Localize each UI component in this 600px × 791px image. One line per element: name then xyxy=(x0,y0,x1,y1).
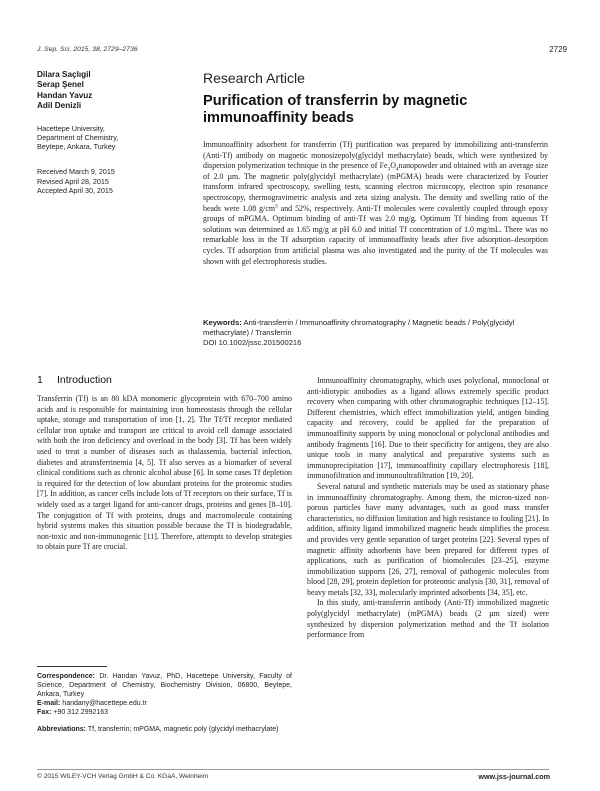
paragraph: Several natural and synthetic materials may be used as stationary phase in immunoaffinity chromatography. Among them, the micron-sized non-porous particles have many advantages, such as good mass transfer characteristics, no diffusion limitation and high resistance to fouling [21]. In addition, affinity ligand immobilized magnetic beads simplifies the process and provides very gentle separation of target proteins [22]. Several types of magnetic affinity adsorbents have been prepared for different types of applications, such as purification of biomolecules [23–25], enzyme immobilization supports [26, 27], removal of pathogenic molecules from blood [28, 29], protein depletion for proteomic analysis [30, 31], removal of heavy metals [32, 33], molecularly imprinted adsorbents [34, 35], etc. xyxy=(307,481,549,597)
author-name: Dilara Saçlıgil xyxy=(37,70,91,79)
paragraph: Transferrin (Tf) is an 80 kDA monomeric glycoprotein with 670–700 amino acids and is responsible for maintaining iron homeostasis through the cellular uptake, storage and transportation of iron [1, 2]. The Tf/Tf receptor mediated cellular iron uptake and transport are critical to avoid cell damage associated with both the iron deficiency and overload in the body [3]. Tf has been widely used to treat a number of diseases such as thalassemia, bacterial infection, diabetes and atransferrinemia [4, 5]. Tf also serves as a biomarker of several clinical conditions such as chronic alcohol abuse [6]. In some cases Tf depletion is required for the detection of low abundant proteins for the proteomic studies [7]. In addition, as cancer cells include lots of Tf receptors on their surface, Tf is widely used as a target ligand for anti-cancer drugs, proteins and genes [8–10]. The conjugation of Tf with proteins, drugs and macromolecule containing hybrid systems makes this situation possible because the Tf is biodegradable, non-toxic and non-immunogenic [11]. Therefore, attempts to develop strategies to obtain pure Tf are crucial. xyxy=(37,394,292,552)
affiliation-line: Hacettepe University, xyxy=(37,124,105,133)
affiliation xyxy=(37,124,162,152)
section-number: 1 xyxy=(37,374,43,386)
keywords-text: Anti-transferrin / Immunoaffinity chromatography / Magnetic beads / Poly(glycidyl methacrylate) / Transferrin xyxy=(203,318,515,337)
revised-date: Revised April 28, 2015 xyxy=(37,176,109,186)
page-number: 2729 xyxy=(549,45,567,54)
affiliation-line: Beytepe, Ankara, Turkey xyxy=(37,142,116,152)
author-name: Adil Denizli xyxy=(37,101,82,111)
abstract-text: Immunoaffinity adsorbent for transferrin (Tf) purification was prepared by immobilizing anti-transferrin (Anti-Tf) antibody on magnetic monosizepoly(glycidyl methacrylate) beads, which were synthesized by dispersion polymerization technique in the presence of Fe xyxy=(203,140,548,171)
correspondence-text: Dr. Handan Yavuz, PhD, Hacettepe University, Faculty of Science, Department of Chemistry, Biochemistry Division, 06800, Beytepe, Ankara, Turkey xyxy=(37,673,293,698)
body-column-left xyxy=(37,394,292,553)
author-name: Handan Yavuz xyxy=(37,90,93,100)
email-link[interactable]: handany@hacettepe.edu.tr xyxy=(62,700,147,707)
journal-website-link[interactable]: www.jss-journal.com xyxy=(478,772,550,781)
abstract-text: and 52%, respectively. Anti-Tf molecules were covalently coupled through epoxy groups of mPGMA. Optimum binding of anti-Tf was 2.0 mg/g. Optimum Tf binding from aqueous Tf solutions was determined as 1.65 mg/g at pH 6.0 and initial Tf concentration of 1.0 mg/mL. There was no remarkable loss in the Tf adsorption capacity of immunoaffinity beads after five adsorption–desorption cycles. Tf adsorption from artificial plasma was also investigated and the purity of the Tf molecules was shown with gel electrophoresis studies. xyxy=(203,203,548,266)
fax-label: Fax: xyxy=(37,709,52,716)
paragraph: Immunoaffinity chromatography, which uses polyclonal, monoclonal or anti-idiotypic antibodies as a ligand allows extremely specific product recovery when comparing with other chromatographic techniques [12–15]. Different chemistries, which effect immobilization yield, antigen binding capacity and recovery, could be applied for the preparation of immunoaffinity supports by using monoclonal or polyclonal antibodies and antibody fragments [16]. Due to their specificity for antigens, they are also unique tools in many analytical and preparative systems such as immunoprecipitation [17], immunoaffinity capillary electrophoresis [18], immunofiltration and immunoultrafiltration [19, 20]. xyxy=(307,376,549,481)
article-type: Research Article xyxy=(203,70,305,86)
correspondence-label: Correspondence: xyxy=(37,673,95,680)
article-title: Purification of transferrin by magnetic immunoaffinity beads xyxy=(203,93,468,126)
footnote-divider xyxy=(37,666,107,667)
doi-link[interactable]: DOI 10.1002/jssc.201500216 xyxy=(203,337,302,347)
correspondence-note xyxy=(37,672,292,717)
superscript: 3 xyxy=(274,202,278,209)
subscript: 4 xyxy=(395,166,399,173)
affiliation-line: Department of Chemistry, xyxy=(37,133,119,143)
journal-reference: J. Sep. Sci. 2015, 38, 2729–2736 xyxy=(37,46,138,53)
author-name: Serap Şenel xyxy=(37,80,84,90)
subscript: 3 xyxy=(387,166,391,173)
keywords-block xyxy=(203,318,549,347)
abbreviations-note xyxy=(37,725,292,734)
article-dates xyxy=(37,167,167,196)
abbreviations-label: Abbreviations: xyxy=(37,726,87,733)
fax-number: +90 312 2992163 xyxy=(53,709,109,716)
abstract-text: O xyxy=(390,161,396,171)
section-heading-introduction xyxy=(37,374,112,386)
abbreviations-text: Tf, transferrin; mPGMA, magnetic poly (glycidyl methacrylate) xyxy=(87,726,279,733)
paragraph: In this study, anti-transferrin antibody (Anti-Tf) immobilized magnetic poly(glycidyl methacrylate) (mPGMA) beads (2 µm sized) were synthesized by dispersion polymerization method and the Tf isolation performance from xyxy=(307,598,549,640)
copyright-notice: © 2015 WILEY-VCH Verlag GmbH & Co. KGaA, Weinheim xyxy=(37,773,209,780)
email-label: E-mail: xyxy=(37,700,61,707)
abstract xyxy=(203,140,548,267)
body-column-right xyxy=(307,376,549,641)
footer-divider xyxy=(37,769,549,770)
accepted-date: Accepted April 30, 2015 xyxy=(37,186,113,196)
author-list xyxy=(37,70,162,112)
section-title: Introduction xyxy=(57,374,112,386)
abstract-text: nanopowder and obtained with an average size of 2.0 µm. The magnetic poly(glycidyl methacrylate) (mPGMA) beads were characterized by Fourier transform infrared spectroscopy, swelling tests, scanning electron microscopy, electron spin resonance spectroscopy, thermogravimetric analysis and zeta sizing analysis. The density and swelling ratio of the beads were 1.08 g/cm xyxy=(203,161,548,213)
received-date: Received March 9, 2015 xyxy=(37,167,115,176)
keywords-label: Keywords: xyxy=(203,318,242,327)
